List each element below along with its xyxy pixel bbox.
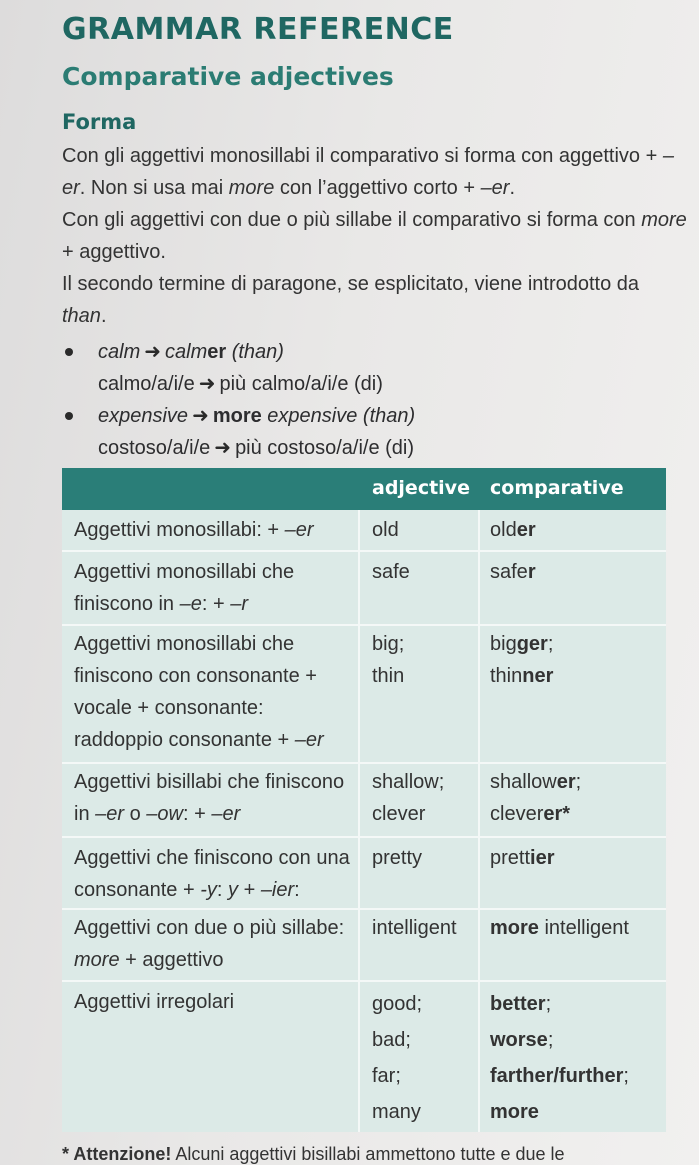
example-line: calm ➜ calmer (than): [98, 341, 284, 363]
example-list: [62, 336, 662, 464]
comparative-cell: safer: [490, 561, 536, 583]
adjective-cell: big; thin: [372, 633, 405, 687]
section-title: Forma: [62, 110, 137, 134]
rule-cell: Aggettivi irregolari: [74, 991, 235, 1013]
adjective-cell: old: [372, 519, 399, 541]
column-header-comparative: comparative: [490, 477, 624, 499]
column-divider: [358, 510, 360, 1132]
example-line: expensive ➜ more expensive (than): [98, 405, 416, 427]
footnote: * Attenzione! Alcuni aggettivi bisillabi ammettono tutte e due le: [62, 1144, 565, 1164]
column-header-adjective: adjective: [372, 477, 470, 499]
adjective-cell: safe: [372, 561, 410, 583]
row-divider: [62, 980, 666, 982]
comparative-cell: better; worse; farther/further; more: [490, 993, 629, 1123]
example-translation: costoso/a/i/e ➜ più costoso/a/i/e (di): [98, 437, 415, 459]
row-divider: [62, 624, 666, 626]
topic-title: Comparative adjectives: [62, 62, 394, 91]
example-calm: [62, 336, 662, 400]
comparative-cell: prettier: [490, 847, 555, 869]
arrow-right-icon: ➜: [198, 373, 216, 395]
bullet-dot-icon: [65, 412, 73, 420]
row-divider: [62, 762, 666, 764]
example-translation: calmo/a/i/e ➜ più calmo/a/i/e (di): [98, 373, 383, 395]
table-header: [62, 468, 666, 510]
adjective-cell: pretty: [372, 847, 423, 869]
bullet-dot-icon: [65, 348, 73, 356]
rule-cell: Aggettivi bisillabi che finiscono in –er o –ow: + –er: [74, 771, 345, 825]
row-divider: [62, 836, 666, 838]
comparative-cell: bigger; thinner: [490, 633, 554, 687]
rule-cell: Aggettivi monosillabi che finiscono in –e: + –r: [74, 561, 295, 615]
rule-cell: Aggettivi monosillabi che finiscono con consonante + vocale + consonante: raddoppio consonante + –er: [74, 633, 324, 751]
rule-cell: Aggettivi monosillabi: + –er: [74, 519, 314, 541]
comparative-cell: older: [490, 519, 536, 541]
row-divider: [62, 908, 666, 910]
adjective-cell: good; bad; far; many: [372, 993, 423, 1123]
intro-paragraph-2: Con gli aggettivi con due o più sillabe il comparativo si forma con more + aggettivo.: [62, 209, 687, 263]
intro-text: [62, 140, 687, 332]
arrow-right-icon: ➜: [214, 437, 232, 459]
intro-paragraph-1: Con gli aggettivi monosillabi il comparativo si forma con aggettivo + –er. Non si usa mai more con l’aggettivo corto + –er.: [62, 145, 674, 199]
row-divider: [62, 550, 666, 552]
arrow-right-icon: ➜: [144, 341, 161, 363]
comparatives-table: [62, 468, 666, 1132]
intro-paragraph-3: Il secondo termine di paragone, se esplicitato, viene introdotto da than.: [62, 273, 640, 327]
rule-cell: Aggettivi che finiscono con una consonante + -y: y + –ier:: [74, 847, 350, 901]
adjective-cell: shallow; clever: [372, 771, 445, 825]
page-heading: GRAMMAR REFERENCE: [62, 12, 454, 47]
comparative-cell: shallower; cleverer*: [490, 771, 582, 825]
rule-cell: Aggettivi con due o più sillabe: more + aggettivo: [74, 917, 345, 971]
arrow-right-icon: ➜: [192, 405, 209, 427]
adjective-cell: intelligent: [372, 917, 457, 939]
example-expensive: [62, 400, 662, 464]
comparative-cell: more intelligent: [490, 917, 629, 939]
